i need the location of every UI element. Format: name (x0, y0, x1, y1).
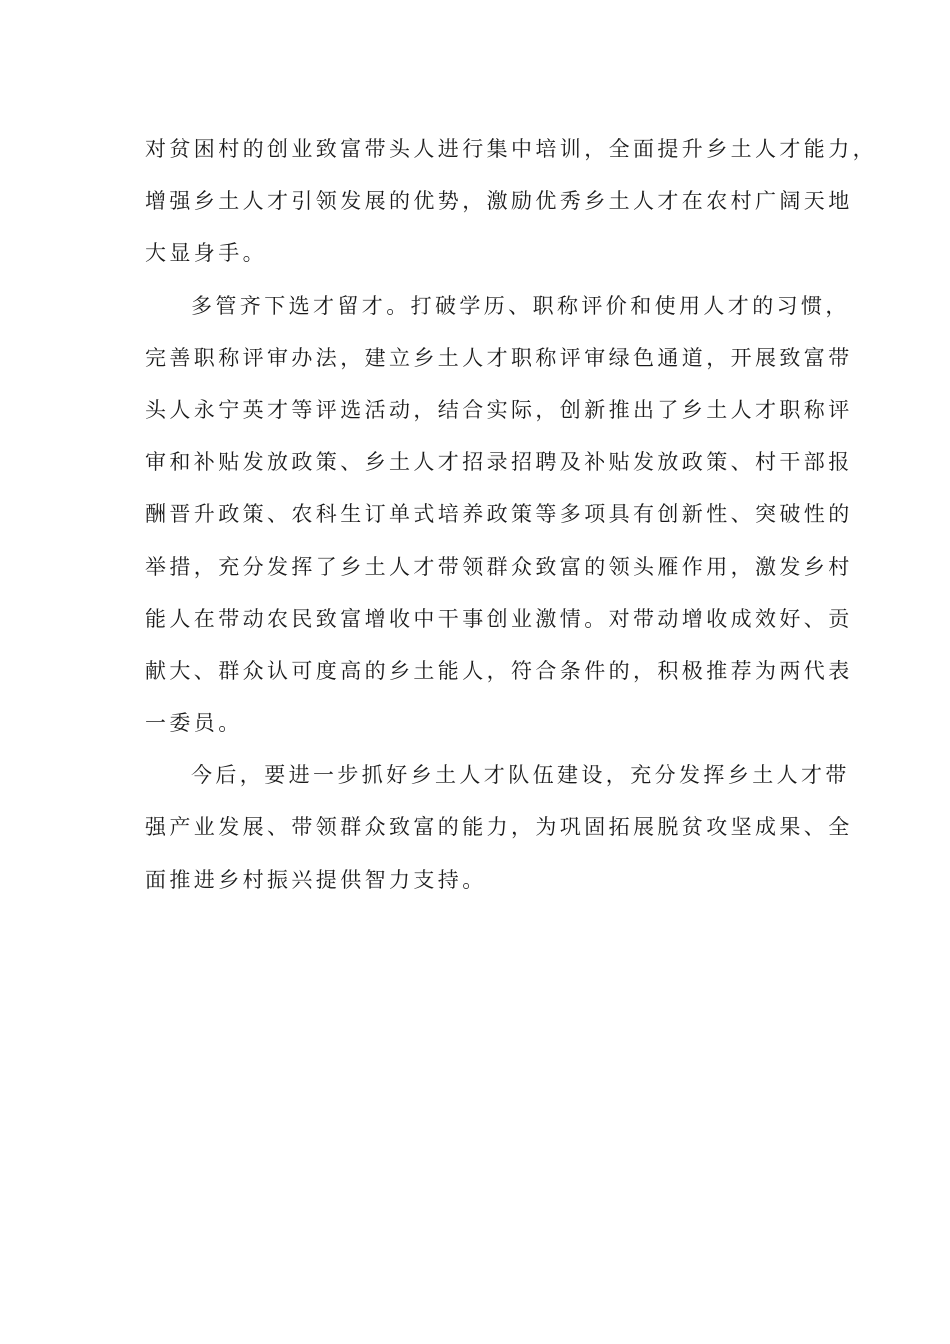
text-line: 大显身手。 (145, 241, 267, 266)
document-body (145, 131, 877, 914)
text-line: 对贫困村的创业致富带头人进行集中培训，全面提升乡土人才能力， (145, 137, 877, 161)
text-line: 献大、群众认可度高的乡土能人，符合条件的，积极推荐为两代表 (145, 658, 853, 683)
text-line: 审和补贴发放政策、乡土人才招录招聘及补贴发放政策、村干部报 (145, 450, 853, 475)
text-line: 面推进乡村振兴提供智力支持。 (145, 867, 487, 892)
text-line: 头人永宁英才等评选活动，结合实际，创新推出了乡土人才职称评 (145, 397, 853, 422)
text-line: 完善职称评审办法，建立乡土人才职称评审绿色通道，开展致富带 (145, 345, 853, 370)
text-line: 一委员。 (145, 711, 243, 736)
text-line: 酬晋升政策、农科生订单式培养政策等多项具有创新性、突破性的 (145, 502, 853, 527)
paragraph-first-line: 今后，要进一步抓好乡土人才队伍建设，充分发挥乡土人才带 (191, 763, 850, 788)
text-line: 举措，充分发挥了乡土人才带领群众致富的领头雁作用，激发乡村 (145, 554, 853, 579)
text-line: 强产业发展、带领群众致富的能力，为巩固拓展脱贫攻坚成果、全 (145, 815, 853, 840)
text-line: 增强乡土人才引领发展的优势，激励优秀乡土人才在农村广阔天地 (145, 189, 853, 214)
text-line: 能人在带动农民致富增收中干事创业激情。对带动增收成效好、贡 (145, 606, 853, 631)
paragraph-first-line: 多管齐下选才留才。打破学历、职称评价和使用人才的习惯， (191, 293, 850, 318)
